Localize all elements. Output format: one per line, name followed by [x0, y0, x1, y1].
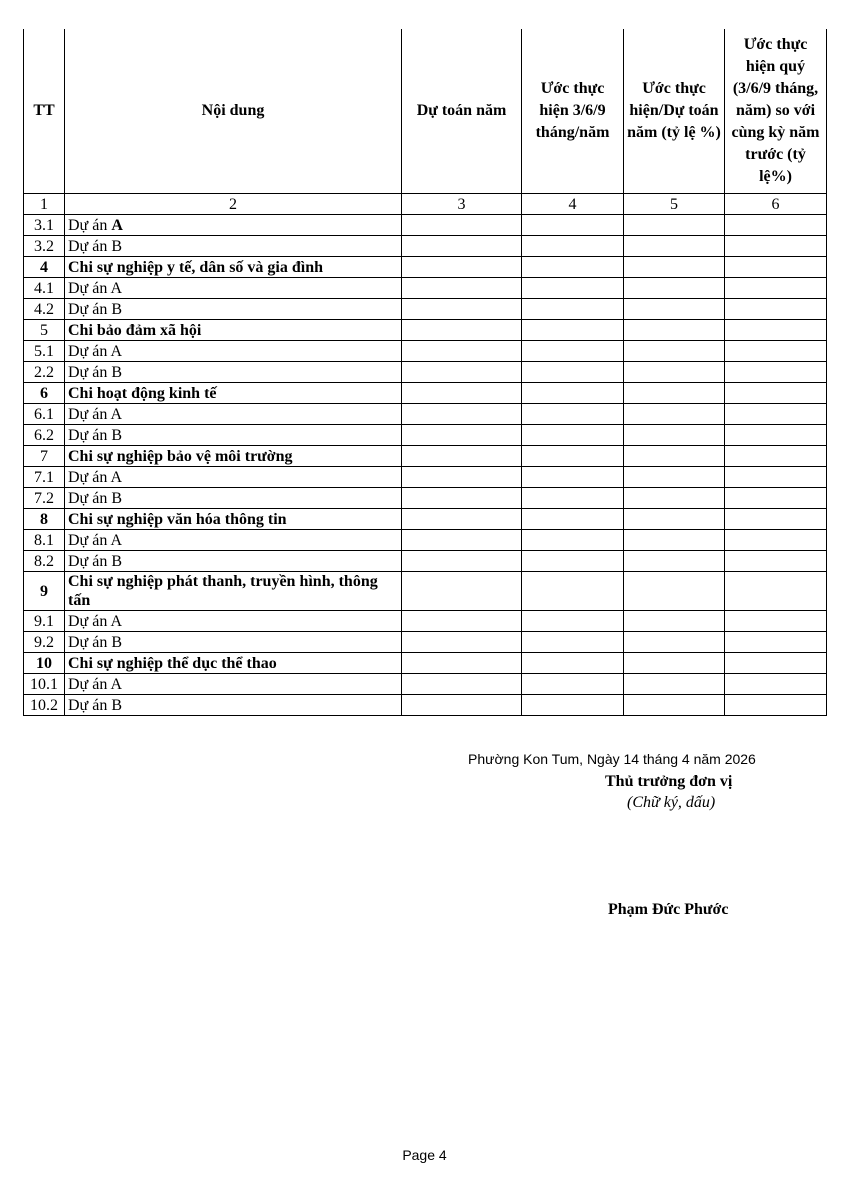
row-content: Dự án A: [65, 341, 402, 362]
column-number-row: [24, 194, 827, 215]
cell-empty: [402, 530, 522, 551]
cell-empty: [522, 611, 624, 632]
cell-empty: [624, 404, 725, 425]
header-actual-vs-estimate-ratio: Ước thực hiện/Dự toán năm (tỷ lệ %): [624, 29, 725, 194]
column-number: 1: [24, 194, 65, 215]
cell-empty: [725, 695, 827, 716]
cell-empty: [624, 611, 725, 632]
row-content: Dự án B: [65, 632, 402, 653]
cell-empty: [624, 467, 725, 488]
page-number: Page 4: [402, 1147, 447, 1163]
table-group-row: [24, 257, 827, 278]
cell-empty: [522, 362, 624, 383]
cell-empty: [725, 320, 827, 341]
cell-empty: [725, 467, 827, 488]
header-year-over-year-ratio: Ước thực hiện quý (3/6/9 tháng, năm) so với cùng kỳ năm trước (tỷ lệ%): [725, 29, 827, 194]
cell-empty: [522, 653, 624, 674]
cell-empty: [522, 236, 624, 257]
cell-empty: [402, 362, 522, 383]
cell-empty: [522, 674, 624, 695]
row-content: Dự án B: [65, 425, 402, 446]
table-row: [24, 695, 827, 716]
cell-empty: [522, 215, 624, 236]
header-tt: TT: [24, 29, 65, 194]
row-tt: 10.2: [24, 695, 65, 716]
header-content: Nội dung: [65, 29, 402, 194]
row-tt: 10: [24, 653, 65, 674]
cell-empty: [624, 362, 725, 383]
cell-empty: [402, 551, 522, 572]
cell-empty: [522, 341, 624, 362]
table-row: [24, 632, 827, 653]
cell-empty: [725, 611, 827, 632]
table-row: [24, 551, 827, 572]
row-tt: 9: [24, 572, 65, 611]
cell-empty: [522, 632, 624, 653]
row-tt: 10.1: [24, 674, 65, 695]
cell-empty: [725, 299, 827, 320]
cell-empty: [522, 257, 624, 278]
column-number: 3: [402, 194, 522, 215]
cell-empty: [624, 530, 725, 551]
row-tt: 3.2: [24, 236, 65, 257]
cell-empty: [624, 299, 725, 320]
table-row: [24, 236, 827, 257]
row-content: Chi sự nghiệp bảo vệ môi trường: [65, 446, 402, 467]
row-tt: 6.2: [24, 425, 65, 446]
column-number: 6: [725, 194, 827, 215]
cell-empty: [522, 404, 624, 425]
table-group-row: [24, 653, 827, 674]
cell-empty: [725, 341, 827, 362]
cell-empty: [522, 488, 624, 509]
cell-empty: [402, 320, 522, 341]
cell-empty: [522, 572, 624, 611]
row-tt: 5: [24, 320, 65, 341]
row-content: Chi sự nghiệp y tế, dân số và gia đình: [65, 257, 402, 278]
cell-empty: [725, 551, 827, 572]
cell-empty: [624, 572, 725, 611]
cell-empty: [402, 695, 522, 716]
cell-empty: [624, 278, 725, 299]
cell-empty: [725, 509, 827, 530]
row-tt: 5.1: [24, 341, 65, 362]
cell-empty: [402, 278, 522, 299]
cell-empty: [725, 257, 827, 278]
cell-empty: [725, 383, 827, 404]
cell-empty: [624, 236, 725, 257]
cell-empty: [522, 383, 624, 404]
cell-empty: [624, 632, 725, 653]
cell-empty: [624, 674, 725, 695]
column-number: 5: [624, 194, 725, 215]
cell-empty: [522, 551, 624, 572]
table-row: [24, 488, 827, 509]
row-tt: 8.2: [24, 551, 65, 572]
row-content: Dự án B: [65, 299, 402, 320]
signer-title: Thủ trưởng đơn vị: [605, 773, 733, 790]
table-header-row: [24, 29, 827, 194]
cell-empty: [725, 425, 827, 446]
cell-empty: [624, 509, 725, 530]
cell-empty: [725, 530, 827, 551]
row-content: Chi sự nghiệp văn hóa thông tin: [65, 509, 402, 530]
cell-empty: [522, 278, 624, 299]
row-content: Chi sự nghiệp thể dục thể thao: [65, 653, 402, 674]
cell-empty: [402, 383, 522, 404]
row-content: Chi sự nghiệp phát thanh, truyền hình, thông tấn: [65, 572, 402, 611]
cell-empty: [624, 695, 725, 716]
table-row: [24, 425, 827, 446]
table-row: [24, 341, 827, 362]
row-tt: 6.1: [24, 404, 65, 425]
table-group-row: [24, 509, 827, 530]
cell-empty: [624, 425, 725, 446]
table-group-row: [24, 320, 827, 341]
row-content: Dự án A: [65, 674, 402, 695]
cell-empty: [725, 488, 827, 509]
row-content: Dự án A: [65, 467, 402, 488]
table-row: [24, 215, 827, 236]
cell-empty: [402, 215, 522, 236]
cell-empty: [402, 674, 522, 695]
cell-empty: [402, 509, 522, 530]
table-row: [24, 278, 827, 299]
column-number: 2: [65, 194, 402, 215]
cell-empty: [522, 299, 624, 320]
cell-empty: [402, 488, 522, 509]
row-content: Dự án B: [65, 551, 402, 572]
cell-empty: [624, 446, 725, 467]
row-content: Dự án A: [65, 530, 402, 551]
cell-empty: [725, 446, 827, 467]
cell-empty: [402, 425, 522, 446]
cell-empty: [725, 278, 827, 299]
row-tt: 3.1: [24, 215, 65, 236]
row-content: Dự án A: [65, 278, 402, 299]
row-tt: 7.1: [24, 467, 65, 488]
row-content-prefix: Dự án: [68, 216, 112, 234]
cell-empty: [402, 632, 522, 653]
cell-empty: [725, 653, 827, 674]
row-tt: 4: [24, 257, 65, 278]
cell-empty: [402, 467, 522, 488]
cell-empty: [624, 341, 725, 362]
cell-empty: [522, 509, 624, 530]
cell-empty: [624, 551, 725, 572]
cell-empty: [402, 404, 522, 425]
row-tt: 9.1: [24, 611, 65, 632]
cell-empty: [522, 320, 624, 341]
column-number: 4: [522, 194, 624, 215]
header-estimated-actual: Ước thực hiện 3/6/9 tháng/năm: [522, 29, 624, 194]
cell-empty: [725, 362, 827, 383]
table-group-row: [24, 572, 827, 611]
cell-empty: [725, 404, 827, 425]
table-row: [24, 611, 827, 632]
cell-empty: [402, 653, 522, 674]
row-tt: 4.2: [24, 299, 65, 320]
table-row: [24, 530, 827, 551]
cell-empty: [725, 215, 827, 236]
row-tt: 2.2: [24, 362, 65, 383]
row-tt: 8: [24, 509, 65, 530]
cell-empty: [402, 572, 522, 611]
row-tt: 4.1: [24, 278, 65, 299]
table-row: [24, 404, 827, 425]
row-tt: 8.1: [24, 530, 65, 551]
row-content: [65, 215, 402, 236]
budget-report-table: [23, 29, 827, 716]
place-and-date: Phường Kon Tum, Ngày 14 tháng 4 năm 2026: [468, 751, 756, 767]
row-content: Dự án B: [65, 695, 402, 716]
cell-empty: [725, 632, 827, 653]
signer-name: Phạm Đức Phước: [608, 901, 729, 918]
cell-empty: [725, 572, 827, 611]
row-tt: 9.2: [24, 632, 65, 653]
table-row: [24, 674, 827, 695]
cell-empty: [624, 383, 725, 404]
table-row: [24, 299, 827, 320]
row-content: Dự án B: [65, 362, 402, 383]
cell-empty: [725, 674, 827, 695]
cell-empty: [725, 236, 827, 257]
cell-empty: [402, 299, 522, 320]
cell-empty: [402, 236, 522, 257]
cell-empty: [522, 695, 624, 716]
row-content: Chi hoạt động kinh tế: [65, 383, 402, 404]
row-content-bold: A: [111, 216, 123, 234]
cell-empty: [624, 257, 725, 278]
table-group-row: [24, 383, 827, 404]
table-row: [24, 467, 827, 488]
signature-note: (Chữ ký, dấu): [627, 794, 716, 811]
cell-empty: [522, 425, 624, 446]
row-content: Dự án B: [65, 488, 402, 509]
cell-empty: [624, 215, 725, 236]
cell-empty: [522, 446, 624, 467]
header-annual-estimate: Dự toán năm: [402, 29, 522, 194]
row-content: Dự án A: [65, 404, 402, 425]
row-tt: 6: [24, 383, 65, 404]
row-content: Chi bảo đảm xã hội: [65, 320, 402, 341]
cell-empty: [402, 341, 522, 362]
cell-empty: [522, 467, 624, 488]
cell-empty: [624, 488, 725, 509]
row-tt: 7: [24, 446, 65, 467]
cell-empty: [624, 320, 725, 341]
cell-empty: [624, 653, 725, 674]
table-row: [24, 362, 827, 383]
row-tt: 7.2: [24, 488, 65, 509]
cell-empty: [522, 530, 624, 551]
cell-empty: [402, 257, 522, 278]
cell-empty: [402, 611, 522, 632]
row-content: Dự án B: [65, 236, 402, 257]
cell-empty: [402, 446, 522, 467]
row-content: Dự án A: [65, 611, 402, 632]
table-group-row: [24, 446, 827, 467]
